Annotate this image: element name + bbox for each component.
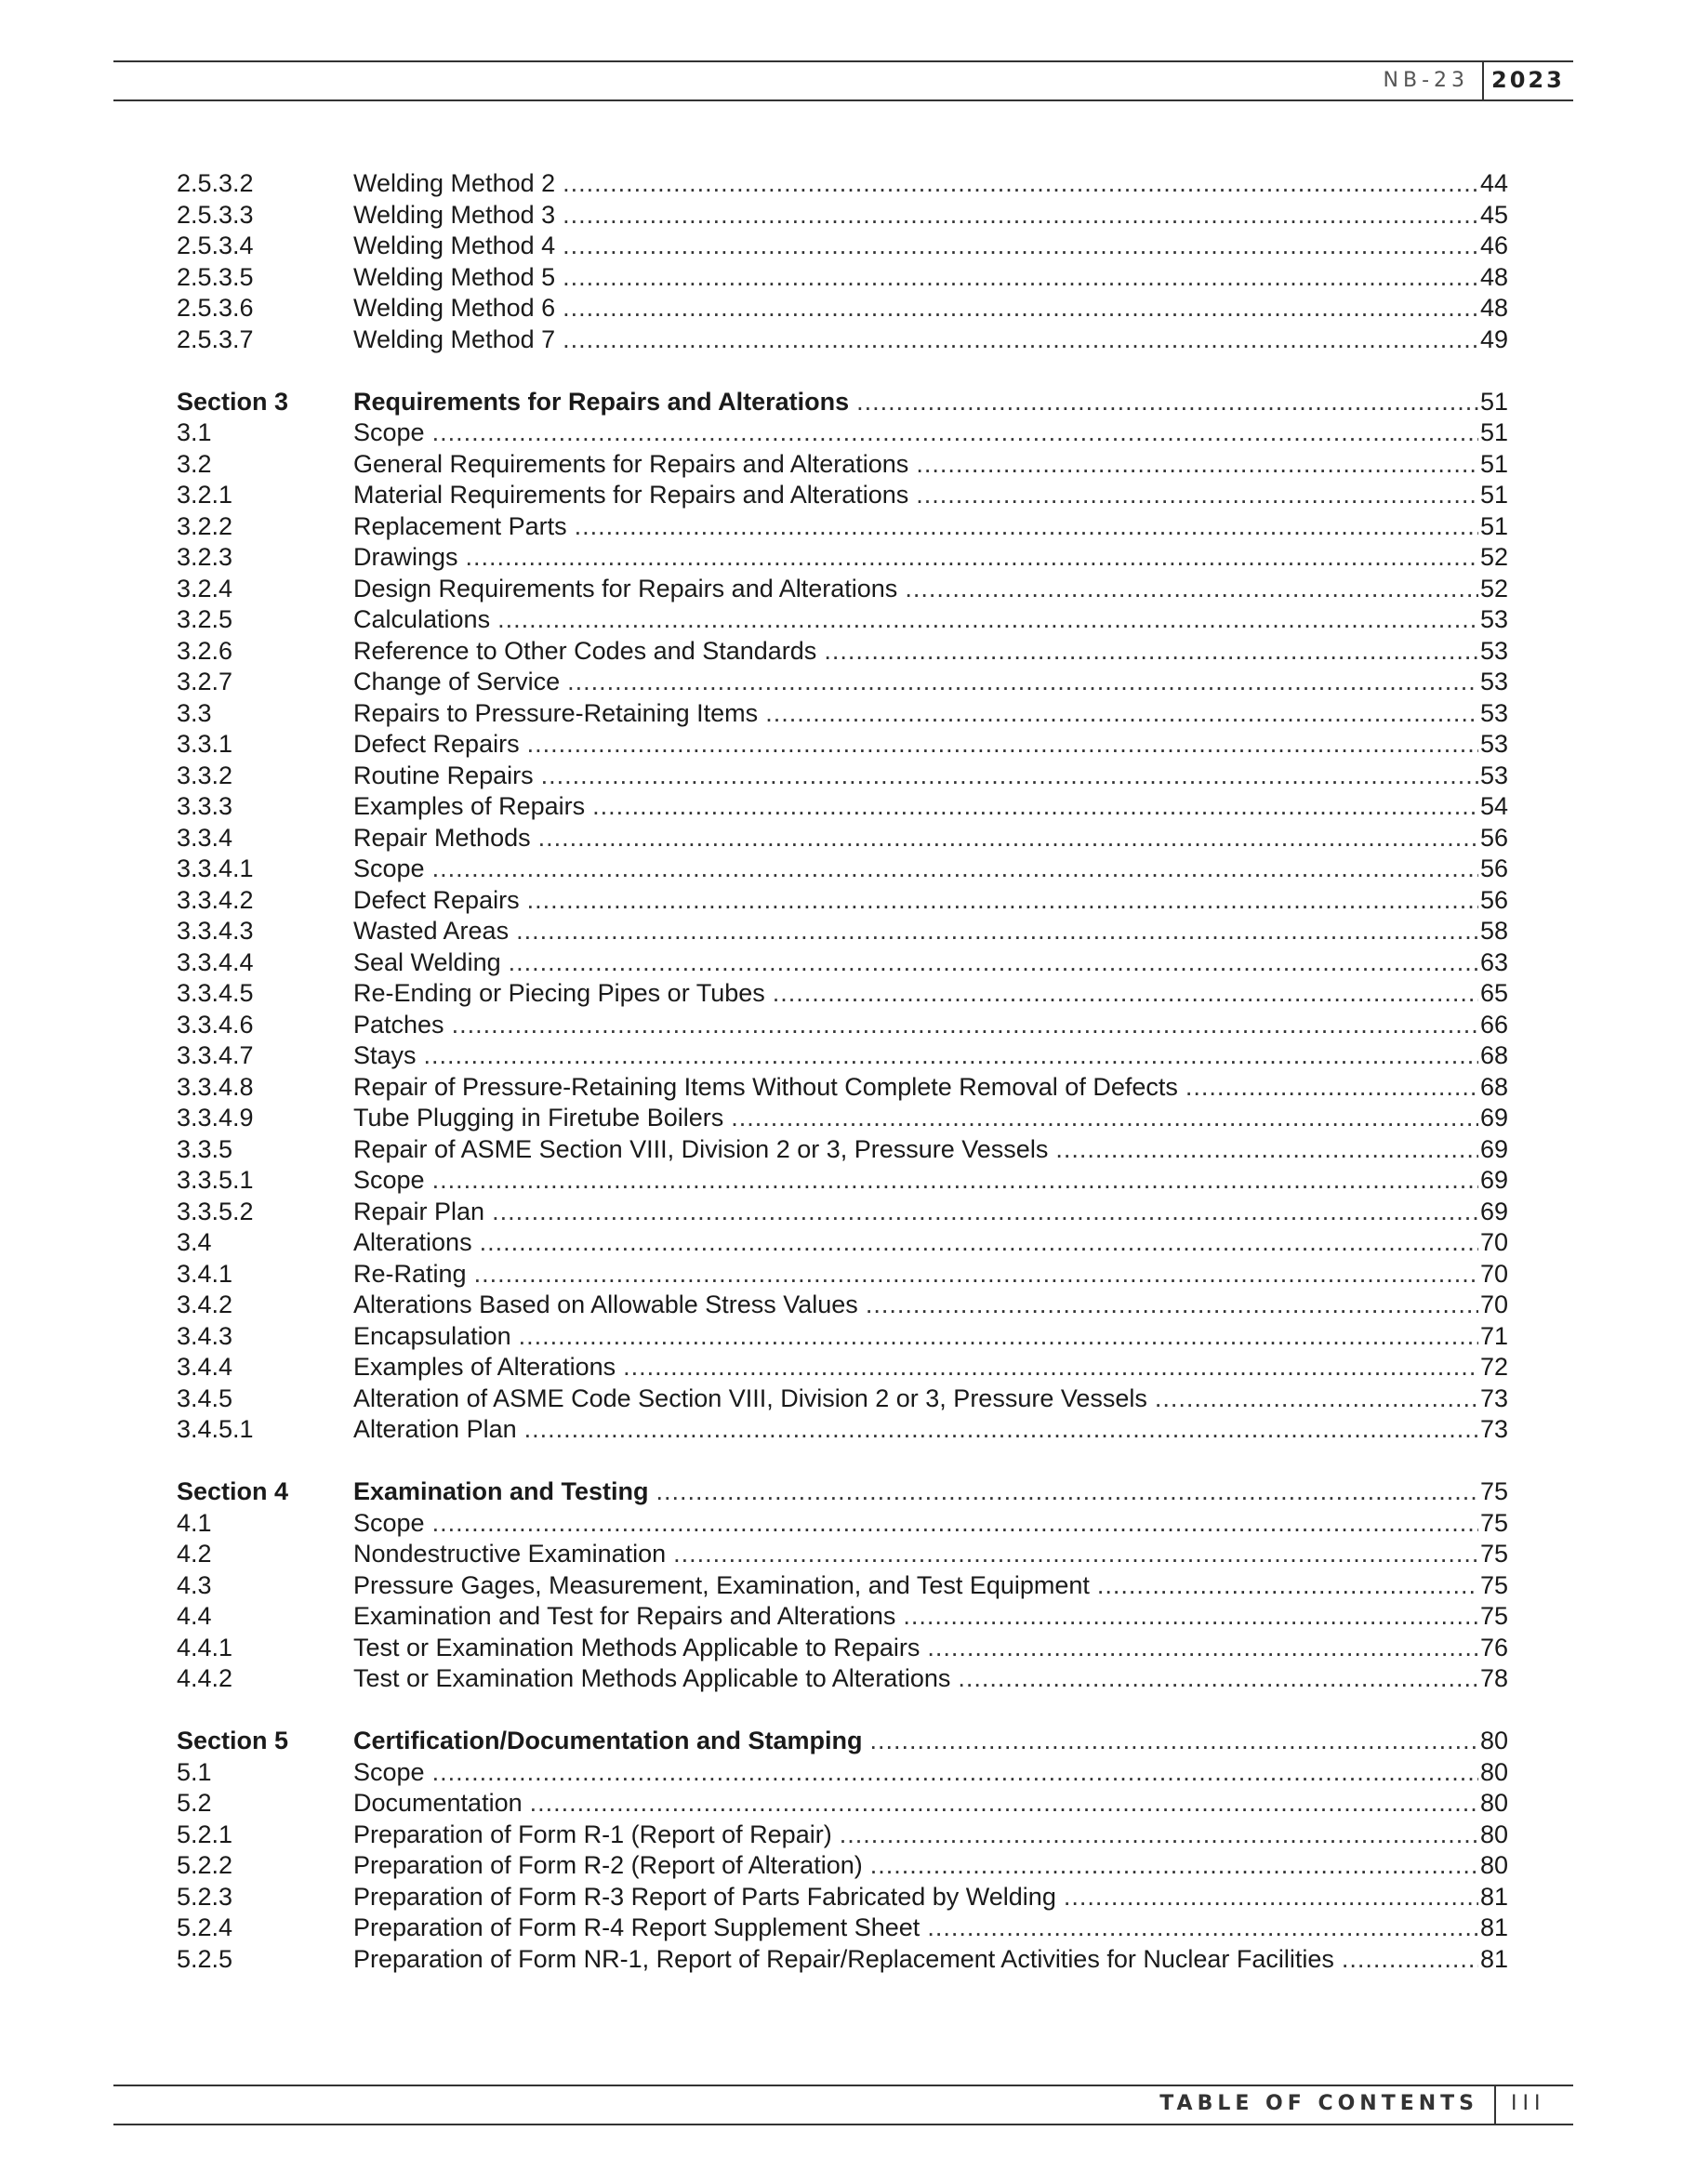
toc-entry-number: 2.5.3.5	[177, 262, 254, 291]
toc-entry-row[interactable]	[177, 1508, 1508, 1540]
header-bottom-rule	[113, 99, 1573, 101]
toc-entry-title: Material Requirements for Repairs and Alterations	[353, 481, 909, 509]
toc-entry-row[interactable]	[177, 1539, 1508, 1570]
toc-entry-title: Design Requirements for Repairs and Alterations	[353, 574, 898, 602]
toc-entry-title: Stays	[353, 1041, 417, 1069]
toc-entry-number: 5.2.2	[177, 1851, 233, 1879]
toc-entry-number: 3.3.4.1	[177, 854, 254, 882]
toc-entry-page: 80	[1479, 1757, 1508, 1786]
toc-entry-number: 4.4.2	[177, 1664, 233, 1692]
table-of-contents	[177, 168, 1508, 1975]
toc-dot-leader	[466, 542, 1478, 574]
toc-entry-row[interactable]	[177, 978, 1508, 1010]
toc-dot-leader	[1055, 1134, 1478, 1166]
toc-entry-number: 3.2.7	[177, 668, 233, 695]
toc-entry-title: Scope	[353, 854, 425, 882]
toc-dot-leader	[563, 293, 1478, 324]
toc-entry-title: Requirements for Repairs and Alterations	[353, 387, 850, 416]
toc-entry-number: 5.2.3	[177, 1882, 233, 1911]
toc-entry-row[interactable]	[177, 1601, 1508, 1633]
toc-dot-leader	[870, 1850, 1478, 1882]
toc-entry-page: 68	[1479, 1041, 1508, 1069]
toc-entry-row[interactable]	[177, 542, 1508, 574]
toc-entry-row[interactable]	[177, 698, 1508, 730]
toc-entry-title: Preparation of Form R-3 Report of Parts Fabricated by Welding	[353, 1882, 1056, 1911]
toc-entry-title: Alteration of ASME Code Section VIII, Division 2 or 3, Pressure Vessels	[353, 1383, 1147, 1412]
toc-entry-row[interactable]	[177, 1165, 1508, 1197]
toc-dot-leader	[840, 1820, 1478, 1851]
toc-entry-number: 5.2.4	[177, 1913, 233, 1941]
toc-dot-leader	[527, 729, 1478, 761]
toc-entry-row[interactable]	[177, 604, 1508, 636]
toc-entry-row[interactable]	[177, 574, 1508, 605]
toc-entry-number: 4.3	[177, 1570, 212, 1599]
toc-entry-number: 3.4.2	[177, 1291, 233, 1318]
toc-entry-row[interactable]	[177, 791, 1508, 823]
toc-entry-page: 53	[1479, 668, 1508, 695]
toc-entry-number: 2.5.3.3	[177, 200, 254, 229]
toc-entry-number: 2.5.3.6	[177, 294, 254, 322]
toc-entry-title: Preparation of Form R-1 (Report of Repair)	[353, 1820, 832, 1848]
toc-section-row[interactable]	[177, 1476, 1508, 1508]
toc-entry-title: Re-Ending or Piecing Pipes or Tubes	[353, 979, 765, 1007]
toc-entry-number: 3.4	[177, 1228, 212, 1256]
toc-entry-title: Welding Method 5	[353, 262, 556, 291]
toc-dot-leader	[538, 823, 1478, 854]
toc-entry-title: Pressure Gages, Measurement, Examination, and Test Equipment	[353, 1570, 1090, 1599]
toc-entry-row[interactable]	[177, 1134, 1508, 1166]
toc-entry-number: Section 4	[177, 1477, 289, 1505]
toc-entry-number: 3.4.5.1	[177, 1415, 254, 1443]
toc-entry-title: Defect Repairs	[353, 885, 520, 914]
toc-entry-title: Welding Method 3	[353, 200, 556, 229]
toc-entry-title: Patches	[353, 1010, 444, 1039]
toc-entry-row[interactable]	[177, 1850, 1508, 1882]
toc-entry-title: Scope	[353, 1757, 425, 1786]
toc-entry-row[interactable]	[177, 1633, 1508, 1664]
toc-dot-leader	[1064, 1882, 1478, 1913]
toc-entry-page: 46	[1479, 232, 1508, 259]
toc-entry-page: 81	[1479, 1944, 1508, 1973]
toc-entry-row[interactable]	[177, 1321, 1508, 1353]
toc-entry-row[interactable]	[177, 511, 1508, 543]
toc-entry-title: Certification/Documentation and Stamping	[353, 1727, 863, 1754]
toc-entry-row[interactable]	[177, 667, 1508, 698]
toc-entry-row[interactable]	[177, 262, 1508, 294]
toc-entry-row[interactable]	[177, 1383, 1508, 1415]
toc-entry-row[interactable]	[177, 1352, 1508, 1383]
toc-dot-leader	[623, 1352, 1478, 1383]
toc-entry-page: 75	[1479, 1570, 1508, 1599]
toc-entry-number: 3.2.5	[177, 605, 233, 633]
edition-year: 2023	[1491, 67, 1565, 93]
toc-entry-page: 75	[1479, 1508, 1508, 1537]
toc-dot-leader	[575, 511, 1478, 543]
toc-entry-number: 3.4.1	[177, 1259, 233, 1288]
toc-entry-title: Re-Rating	[353, 1259, 467, 1288]
toc-dot-leader	[452, 1010, 1478, 1041]
toc-dot-leader	[563, 168, 1478, 200]
toc-entry-number: 5.1	[177, 1757, 212, 1786]
footer-label: TABLE OF CONTENTS	[1159, 2092, 1478, 2115]
toc-entry-page: 53	[1479, 761, 1508, 789]
toc-entry-page: 75	[1479, 1540, 1508, 1568]
toc-dot-leader	[424, 1040, 1478, 1072]
toc-dot-leader	[958, 1663, 1478, 1695]
toc-entry-row[interactable]	[177, 761, 1508, 792]
toc-entry-number: 3.3	[177, 698, 212, 727]
toc-entry-page: 80	[1479, 1820, 1508, 1848]
toc-entry-page: 65	[1479, 979, 1508, 1007]
footer-top-rule	[113, 2085, 1573, 2086]
toc-dot-leader	[432, 1165, 1478, 1197]
toc-entry-row[interactable]	[177, 854, 1508, 885]
toc-entry-row[interactable]	[177, 636, 1508, 668]
toc-dot-leader	[773, 978, 1478, 1010]
toc-entry-row[interactable]	[177, 1290, 1508, 1321]
toc-entry-row[interactable]	[177, 1757, 1508, 1789]
toc-entry-title: Examination and Test for Repairs and Alterations	[353, 1602, 896, 1630]
toc-entry-number: Section 5	[177, 1727, 289, 1754]
toc-entry-number: 3.3.4.4	[177, 947, 254, 976]
toc-entry-page: 51	[1479, 418, 1508, 446]
toc-entry-page: 51	[1479, 449, 1508, 478]
toc-entry-page: 73	[1479, 1383, 1508, 1412]
toc-entry-row[interactable]	[177, 293, 1508, 324]
toc-entry-page: 69	[1479, 1104, 1508, 1132]
toc-entry-row[interactable]	[177, 200, 1508, 232]
toc-entry-number: 3.2.2	[177, 511, 233, 540]
header-top-rule	[113, 60, 1573, 62]
toc-entry-row[interactable]	[177, 1882, 1508, 1913]
toc-dot-leader	[592, 791, 1478, 823]
toc-entry-title: Tube Plugging in Firetube Boilers	[353, 1104, 724, 1132]
toc-dot-leader	[432, 1757, 1478, 1789]
toc-dot-leader	[432, 1508, 1478, 1540]
toc-entry-number: 3.4.4	[177, 1353, 233, 1381]
toc-dot-leader	[927, 1633, 1478, 1664]
toc-entry-title: Defect Repairs	[353, 730, 520, 758]
toc-entry-page: 73	[1479, 1415, 1508, 1443]
toc-entry-title: Test or Examination Methods Applicable to Repairs	[353, 1633, 920, 1661]
toc-entry-number: 3.3.1	[177, 730, 233, 758]
toc-entry-row[interactable]	[177, 1072, 1508, 1104]
toc-entry-page: 48	[1479, 294, 1508, 322]
toc-dot-leader	[656, 1476, 1478, 1508]
toc-entry-number: 3.2.3	[177, 543, 233, 571]
toc-entry-title: Drawings	[353, 543, 458, 571]
toc-entry-row[interactable]	[177, 324, 1508, 356]
toc-entry-number: 3.3.4.7	[177, 1041, 254, 1069]
toc-dot-leader	[480, 1227, 1478, 1259]
toc-entry-title: Calculations	[353, 605, 491, 633]
toc-entry-number: 3.2.4	[177, 574, 233, 602]
toc-entry-title: Encapsulation	[353, 1321, 511, 1350]
toc-entry-page: 53	[1479, 698, 1508, 727]
toc-entry-number: 3.1	[177, 418, 212, 446]
toc-entry-title: Alteration Plan	[353, 1415, 517, 1443]
toc-dot-leader	[497, 604, 1478, 636]
toc-entry-row[interactable]	[177, 1663, 1508, 1695]
toc-dot-leader	[563, 231, 1478, 262]
toc-entry-page: 81	[1479, 1913, 1508, 1941]
page-number: III	[1511, 2092, 1546, 2115]
toc-entry-row[interactable]	[177, 1103, 1508, 1134]
toc-dot-leader	[567, 667, 1478, 698]
toc-entry-title: Preparation of Form R-2 (Report of Alteration)	[353, 1851, 863, 1879]
toc-entry-page: 49	[1479, 324, 1508, 353]
toc-dot-leader	[731, 1103, 1478, 1134]
toc-entry-title: Scope	[353, 1508, 425, 1537]
toc-entry-title: Preparation of Form NR-1, Report of Repair/Replacement Activities for Nuclear Facilities	[353, 1944, 1334, 1973]
toc-dot-leader	[916, 449, 1478, 481]
toc-entry-number: 3.2.6	[177, 636, 233, 665]
footer-bottom-rule	[113, 2124, 1573, 2125]
toc-entry-page: 80	[1479, 1789, 1508, 1817]
toc-entry-page: 71	[1479, 1321, 1508, 1350]
toc-entry-row[interactable]	[177, 1010, 1508, 1041]
toc-entry-title: Welding Method 7	[353, 324, 556, 353]
toc-dot-leader	[492, 1197, 1478, 1228]
toc-entry-title: Repair of ASME Section VIII, Division 2 or 3, Pressure Vessels	[353, 1134, 1049, 1163]
toc-entry-page: 75	[1479, 1602, 1508, 1630]
toc-entry-number: 3.3.4.5	[177, 979, 254, 1007]
toc-entry-row[interactable]	[177, 168, 1508, 200]
toc-entry-number: 4.2	[177, 1540, 212, 1568]
toc-section-row[interactable]	[177, 387, 1508, 418]
toc-dot-leader	[856, 387, 1478, 418]
toc-entry-row[interactable]	[177, 1913, 1508, 1944]
toc-entry-number: Section 3	[177, 387, 289, 416]
toc-entry-page: 44	[1479, 169, 1508, 197]
toc-dot-leader	[530, 1788, 1478, 1820]
toc-entry-title: Routine Repairs	[353, 761, 534, 789]
toc-entry-title: Examination and Testing	[353, 1477, 649, 1505]
toc-entry-page: 53	[1479, 605, 1508, 633]
toc-entry-row[interactable]	[177, 449, 1508, 481]
toc-entry-title: Examples of Repairs	[353, 792, 586, 820]
toc-dot-leader	[1155, 1383, 1478, 1415]
toc-entry-page: 76	[1479, 1633, 1508, 1661]
header-divider	[1482, 62, 1484, 99]
toc-entry-title: Replacement Parts	[353, 511, 567, 540]
toc-entry-page: 80	[1479, 1727, 1508, 1754]
toc-entry-number: 2.5.3.7	[177, 324, 254, 353]
toc-entry-row[interactable]	[177, 729, 1508, 761]
toc-entry-page: 80	[1479, 1851, 1508, 1879]
toc-dot-leader	[916, 480, 1478, 511]
toc-dot-leader	[519, 1321, 1478, 1353]
toc-entry-page: 45	[1479, 200, 1508, 229]
toc-entry-row[interactable]	[177, 1197, 1508, 1228]
toc-entry-page: 51	[1479, 511, 1508, 540]
toc-dot-leader	[432, 417, 1478, 449]
toc-entry-page: 69	[1479, 1134, 1508, 1163]
toc-dot-leader	[1342, 1944, 1478, 1976]
toc-entry-page: 72	[1479, 1353, 1508, 1381]
toc-entry-page: 78	[1479, 1664, 1508, 1692]
toc-entry-number: 2.5.3.2	[177, 169, 254, 197]
toc-entry-page: 63	[1479, 947, 1508, 976]
toc-entry-number: 3.2.1	[177, 481, 233, 509]
toc-entry-row[interactable]	[177, 1820, 1508, 1851]
toc-dot-leader	[563, 262, 1478, 294]
toc-entry-title: Repair Plan	[353, 1197, 485, 1225]
toc-entry-page: 81	[1479, 1882, 1508, 1911]
toc-entry-title: Test or Examination Methods Applicable to Alterations	[353, 1664, 951, 1692]
toc-entry-page: 56	[1479, 885, 1508, 914]
toc-entry-page: 51	[1479, 387, 1508, 416]
toc-entry-page: 51	[1479, 481, 1508, 509]
toc-dot-leader	[516, 916, 1478, 947]
toc-dot-leader	[474, 1259, 1478, 1291]
toc-entry-page: 66	[1479, 1010, 1508, 1039]
toc-entry-number: 3.3.2	[177, 761, 233, 789]
toc-entry-number: 3.3.4.6	[177, 1010, 254, 1039]
toc-entry-number: 5.2	[177, 1789, 212, 1817]
toc-dot-leader	[673, 1539, 1478, 1570]
footer-divider	[1494, 2086, 1496, 2124]
toc-entry-page: 70	[1479, 1228, 1508, 1256]
toc-entry-title: Reference to Other Codes and Standards	[353, 636, 817, 665]
toc-entry-title: Welding Method 2	[353, 169, 556, 197]
toc-entry-number: 3.3.3	[177, 792, 233, 820]
toc-entry-title: Welding Method 6	[353, 294, 556, 322]
toc-entry-number: 3.3.5.2	[177, 1197, 254, 1225]
toc-entry-title: Repair Methods	[353, 823, 531, 852]
toc-entry-row[interactable]	[177, 1788, 1508, 1820]
toc-entry-row[interactable]	[177, 1414, 1508, 1446]
toc-entry-row[interactable]	[177, 1570, 1508, 1602]
toc-entry-page: 54	[1479, 792, 1508, 820]
toc-entry-title: Welding Method 4	[353, 232, 556, 259]
toc-entry-title: Scope	[353, 418, 425, 446]
toc-dot-leader	[866, 1290, 1478, 1321]
toc-entry-number: 3.3.4.2	[177, 885, 254, 914]
toc-entry-title: Seal Welding	[353, 947, 501, 976]
toc-entry-page: 58	[1479, 917, 1508, 945]
toc-section-row[interactable]	[177, 1726, 1508, 1757]
toc-entry-page: 56	[1479, 854, 1508, 882]
toc-dot-leader	[903, 1601, 1478, 1633]
toc-entry-page: 69	[1479, 1166, 1508, 1194]
toc-entry-page: 70	[1479, 1291, 1508, 1318]
toc-entry-number: 3.3.4	[177, 823, 233, 852]
toc-entry-row[interactable]	[177, 947, 1508, 979]
toc-entry-number: 3.3.5.1	[177, 1166, 254, 1194]
toc-entry-row[interactable]	[177, 1040, 1508, 1072]
toc-entry-row[interactable]	[177, 480, 1508, 511]
toc-dot-leader	[524, 1414, 1478, 1446]
toc-entry-number: 3.4.5	[177, 1383, 233, 1412]
toc-dot-leader	[432, 854, 1478, 885]
toc-dot-leader	[563, 200, 1478, 232]
toc-entry-number: 5.2.1	[177, 1820, 233, 1848]
toc-entry-page: 75	[1479, 1477, 1508, 1505]
toc-entry-title: Nondestructive Examination	[353, 1540, 667, 1568]
toc-entry-number: 5.2.5	[177, 1944, 233, 1973]
toc-entry-page: 69	[1479, 1197, 1508, 1225]
toc-entry-number: 3.3.5	[177, 1134, 233, 1163]
toc-dot-leader	[509, 947, 1478, 979]
toc-entry-title: Alterations	[353, 1228, 472, 1256]
toc-entry-number: 3.3.4.9	[177, 1104, 254, 1132]
toc-entry-row[interactable]	[177, 916, 1508, 947]
toc-entry-number: 3.2	[177, 449, 212, 478]
toc-dot-leader	[1185, 1072, 1478, 1104]
toc-dot-leader	[927, 1913, 1478, 1944]
toc-entry-title: Examples of Alterations	[353, 1353, 616, 1381]
toc-entry-number: 4.4	[177, 1602, 212, 1630]
toc-dot-leader	[527, 885, 1478, 917]
toc-entry-row[interactable]	[177, 231, 1508, 262]
toc-dot-leader	[870, 1726, 1478, 1757]
toc-dot-leader	[824, 636, 1478, 668]
toc-entry-number: 3.4.3	[177, 1321, 233, 1350]
toc-entry-title: Preparation of Form R-4 Report Supplement Sheet	[353, 1913, 920, 1941]
toc-entry-row[interactable]	[177, 885, 1508, 917]
toc-dot-leader	[1097, 1570, 1478, 1602]
toc-entry-page: 68	[1479, 1072, 1508, 1101]
toc-dot-leader	[905, 574, 1478, 605]
toc-dot-leader	[765, 698, 1478, 730]
document-code: NB-23	[1383, 69, 1469, 92]
toc-entry-page: 56	[1479, 823, 1508, 852]
toc-entry-title: Change of Service	[353, 668, 561, 695]
toc-entry-page: 53	[1479, 636, 1508, 665]
toc-entry-title: Repair of Pressure-Retaining Items Without Complete Removal of Defects	[353, 1072, 1178, 1101]
toc-entry-row[interactable]	[177, 823, 1508, 854]
toc-entry-row[interactable]	[177, 1227, 1508, 1259]
toc-entry-title: General Requirements for Repairs and Alterations	[353, 449, 909, 478]
toc-entry-number: 4.1	[177, 1508, 212, 1537]
toc-entry-page: 52	[1479, 574, 1508, 602]
toc-entry-page: 48	[1479, 262, 1508, 291]
toc-entry-row[interactable]	[177, 1259, 1508, 1291]
toc-entry-page: 70	[1479, 1259, 1508, 1288]
toc-entry-page: 52	[1479, 543, 1508, 571]
toc-entry-title: Documentation	[353, 1789, 523, 1817]
toc-entry-title: Alterations Based on Allowable Stress Values	[353, 1291, 858, 1318]
toc-entry-page: 53	[1479, 730, 1508, 758]
toc-entry-title: Wasted Areas	[353, 917, 510, 945]
toc-entry-number: 3.3.4.3	[177, 917, 254, 945]
toc-entry-title: Repairs to Pressure-Retaining Items	[353, 698, 759, 727]
toc-entry-number: 2.5.3.4	[177, 232, 254, 259]
toc-entry-row[interactable]	[177, 1944, 1508, 1976]
toc-dot-leader	[541, 761, 1478, 792]
toc-entry-row[interactable]	[177, 417, 1508, 449]
toc-dot-leader	[563, 324, 1478, 356]
toc-entry-number: 3.3.4.8	[177, 1072, 254, 1101]
toc-entry-title: Scope	[353, 1166, 425, 1194]
toc-entry-number: 4.4.1	[177, 1633, 233, 1661]
